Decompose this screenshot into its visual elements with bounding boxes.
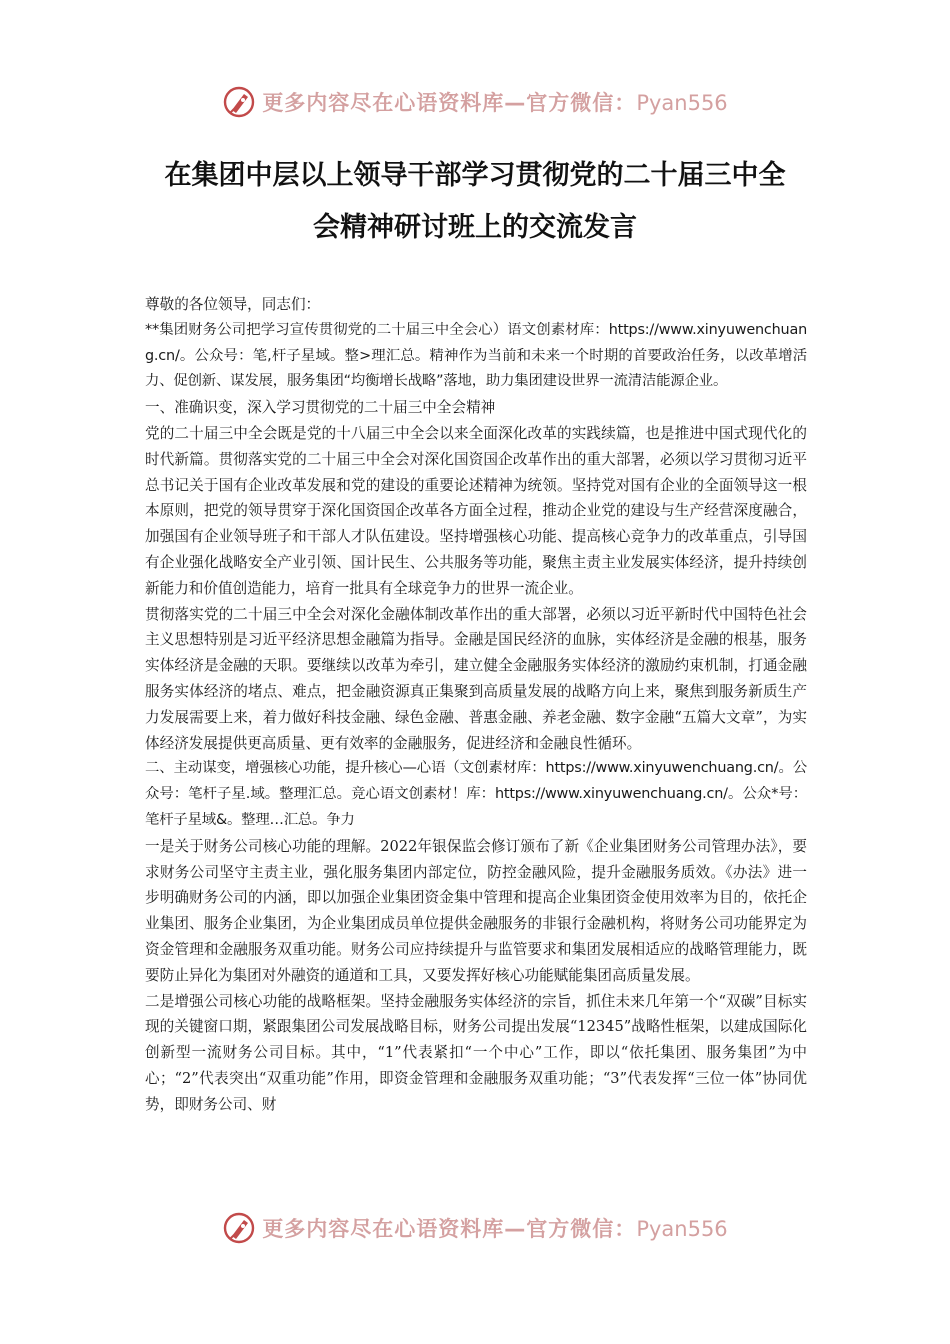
title-line-1: 在集团中层以上领导干部学习贯彻党的二十届三中全 [164,160,786,191]
section-1-heading: 一、准确识变，深入学习贯彻党的二十届三中全会精神 [145,399,496,417]
watermark-banner-top [0,82,950,122]
pen-nib-icon [222,85,256,119]
watermark-text: 更多内容尽在心语资料库—官方微信：Pyan556 [262,1217,728,1241]
watermark-wechat: Pyan556 [636,91,728,115]
watermark-text: 更多内容尽在心语资料库—官方微信：Pyan556 [262,91,728,115]
section-1-paragraph-1: 党的二十届三中全会既是党的十八届三中全会以来全面深化改革的实践续篇，也是推进中国式现代化的时代新篇。贯彻落实党的二十届三中全会对深化国资国企改革作出的重大部署，必须以学习贯彻习近平总书记关于国有企业改革发展和党的建设的重要论述精神为统领。坚持党对国有企业的全面领导这一根本原则，把党的领导贯穿于深化国资国企改革各方面全过程，推动企业党的建设与生产经营深度融合，加强国有企业领导班子和干部人才队伍建设。坚持增强核心功能、提高核心竞争力的改革重点，引导国有企业强化战略安全产业引领、国计民生、公共服务等功能，聚焦主责主业发展实体经济，提升持续创新能力和价值创造能力，培育一批具有全球竞争力的世界一流企业。 [145,424,807,597]
pen-nib-icon [222,1211,256,1245]
section-2-paragraph-1: 一是关于财务公司核心功能的理解。2022年银保监会修订颁布了新《企业集团财务公司管理办法》，要求财务公司坚守主责主业，强化服务集团内部定位，防控金融风险，提升金融服务质效。《办法》进一步明确财务公司的内涵，即以加强企业集团资金集中管理和提高企业集团资金使用效率为目的，依托企业集团、服务企业集团，为企业集团成员单位提供金融服务的非银行金融机构，将财务公司功能界定为资金管理和金融服务双重功能。财务公司应持续提升与监管要求和集团发展相适应的战略管理能力，既要防止异化为集团对外融资的通道和工具，又要发挥好核心功能赋能集团高质量发展。 [145,837,807,984]
section-2-heading: 二、主动谋变，增强核心功能，提升核心—心语（文创素材库：https://www.xinyuwenchuang.cn/。公众号：笔杆子星.域。整理汇总。竞心语文创素材！库：https://www.xinyuwenchuang.cn/。公众*号：笔杆子星域&。整理…汇总。争力 [145,760,807,828]
watermark-banner-bottom [0,1208,950,1248]
watermark-wechat: Pyan556 [636,1217,728,1241]
section-2-paragraph-2: 二是增强公司核心功能的战略框架。坚持金融服务实体经济的宗旨，抓住未来几年第一个“双碳”目标实现的关键窗口期，紧跟集团公司发展战略目标，财务公司提出发展“12345”战略性框架，以建成国际化创新型一流财务公司目标。其中，“1”代表紧扣“一个中心”工作，即以“依托集团、服务集团”为中心；“2”代表突出“双重功能”作用，即资金管理和金融服务双重功能；“3”代表发挥“三位一体”协同优势，即财务公司、财 [145,992,807,1113]
intro-paragraph: **集团财务公司把学习宣传贯彻党的二十届三中全会心）语文创素材库：https://www.xinyuwenchuang.cn/。公众号：笔,杆子星域。整>理汇总。精神作为当前和未来一个时期的首要政治任务，以改革增活力、促创新、谋发展，服务集团“均衡增长战略”落地，助力集团建设世界一流清洁能源企业。 [145,321,807,390]
title-line-2: 会精神研讨班上的交流发言 [313,212,637,243]
section-1-paragraph-2: 贯彻落实党的二十届三中全会对深化金融体制改革作出的重大部署，必须以习近平新时代中国特色社会主义思想特别是习近平经济思想金融篇为指导。金融是国民经济的血脉，实体经济是金融的根基，服务实体经济是金融的天职。要继续以改革为牵引，建立健全金融服务实体经济的激励约束机制，打通金融服务实体经济的堵点、难点，把金融资源真正集聚到高质量发展的战略方向上来，聚焦到服务新质生产力发展需要上来，着力做好科技金融、绿色金融、普惠金融、养老金融、数字金融“五篇大文章”，为实体经济发展提供更高质量、更有效率的金融服务，促进经济和金融良性循环。 [145,605,807,752]
page-title [120,150,830,254]
document-body [145,292,807,1118]
salutation: 尊敬的各位领导，同志们： [145,296,321,313]
